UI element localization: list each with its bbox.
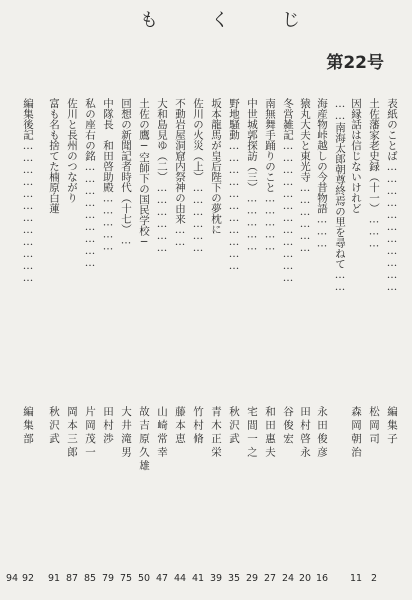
entry-title: 土佐藩家老史録（十一）……… — [368, 98, 380, 250]
entry-title: ……南海太郎朝尊終焉の里を尋ねて…… — [334, 98, 346, 293]
entry-title: 富も名も捨てた楠原白蓮 — [48, 98, 60, 214]
title-char: も — [140, 10, 158, 31]
entry-author: 秋沢武 — [48, 406, 60, 447]
entry-author: 秋沢武 — [228, 406, 240, 447]
entry-title: 編集後記……………………………… — [22, 98, 34, 284]
entry-author: 青木正栄 — [210, 406, 222, 460]
entry-title: 中世城郭探訪（三）…………… — [246, 98, 258, 253]
entry-title: 大和島見ゆ（二）……………… — [156, 98, 168, 254]
entry-title: 佐川の火災（上）……………… — [192, 98, 204, 254]
entry-title: 佐川と長州のつながり — [66, 98, 78, 203]
entry-page: 24 — [281, 573, 295, 584]
entry-page: 29 — [245, 573, 259, 584]
entry-author: 永田俊彦 — [316, 406, 328, 460]
title-char: く — [211, 10, 229, 31]
entry-page: 92 — [21, 573, 35, 584]
entry-title: 表紙のことば…………………………… — [386, 98, 398, 293]
entry-author: 編集子 — [386, 406, 398, 447]
entry-title: 不動岩屋洞窟内祭神の由来…… — [174, 98, 186, 248]
entry-page: 39 — [209, 573, 223, 584]
entry-title: 南無舞手踊りのこと…………… — [264, 98, 276, 253]
entry-title: 野地騒動…………………………… — [228, 98, 240, 272]
entry-author: 片岡茂一 — [84, 406, 96, 460]
entry-author: 松岡司 — [368, 406, 380, 447]
entry-page: 94 — [5, 573, 19, 584]
entry-author: 故吉原久雄 — [138, 406, 150, 474]
entry-title: 私の座右の銘……………………… — [84, 98, 96, 269]
entry-author: 谷俊宏 — [282, 406, 294, 447]
entry-author: 藤本恵 — [174, 406, 186, 447]
entry-title: 坂本龍馬が皇后陛下の夢枕に — [210, 98, 222, 235]
entry-author: 宅間一之 — [246, 406, 258, 460]
page-title — [140, 6, 300, 32]
entry-title: 因縁話は信じないけれど — [350, 98, 362, 214]
issue-number: 第22号 — [326, 53, 384, 73]
entry-title: 海産物峠越しの今昔物語……… — [316, 98, 328, 250]
entry-title: 中隊長 和田啓助殿…………… — [102, 98, 114, 253]
entry-page: 50 — [137, 573, 151, 584]
entry-page: 20 — [298, 573, 312, 584]
entry-author: 森岡朝治 — [350, 406, 362, 460]
entry-page: 87 — [65, 573, 79, 584]
entry-page: 35 — [227, 573, 241, 584]
entry-page: 16 — [315, 573, 329, 584]
entry-author: 竹村脩 — [192, 406, 204, 447]
entry-author: 和田惠夫 — [264, 406, 276, 460]
entry-author: 大井滝男 — [120, 406, 132, 460]
entry-page: 75 — [119, 573, 133, 584]
entry-page: 11 — [349, 573, 363, 584]
entry-page: 79 — [101, 573, 115, 584]
entry-author: 岡本三郎 — [66, 406, 78, 460]
entry-author: 山崎常幸 — [156, 406, 168, 460]
entry-title: 猿丸大夫と東光寺……………… — [299, 98, 311, 254]
entry-author: 田村啓永 — [299, 406, 311, 460]
entry-page: 27 — [263, 573, 277, 584]
entry-title: 冬営雑記……………………………… — [282, 98, 294, 284]
entry-page: 91 — [47, 573, 61, 584]
entry-page: 47 — [155, 573, 169, 584]
entry-title: 土佐の鷹─空師下の国民学校─ — [138, 98, 150, 248]
entry-title: 回想の新聞記者時代（十七）… — [120, 98, 132, 247]
entry-page: 2 — [370, 573, 378, 584]
entry-page: 44 — [173, 573, 187, 584]
entry-page: 41 — [191, 573, 205, 584]
entry-author: 田村渉 — [102, 406, 114, 447]
title-char: じ — [282, 10, 300, 31]
entry-page: 85 — [83, 573, 97, 584]
entry-author: 編集部 — [22, 406, 34, 447]
